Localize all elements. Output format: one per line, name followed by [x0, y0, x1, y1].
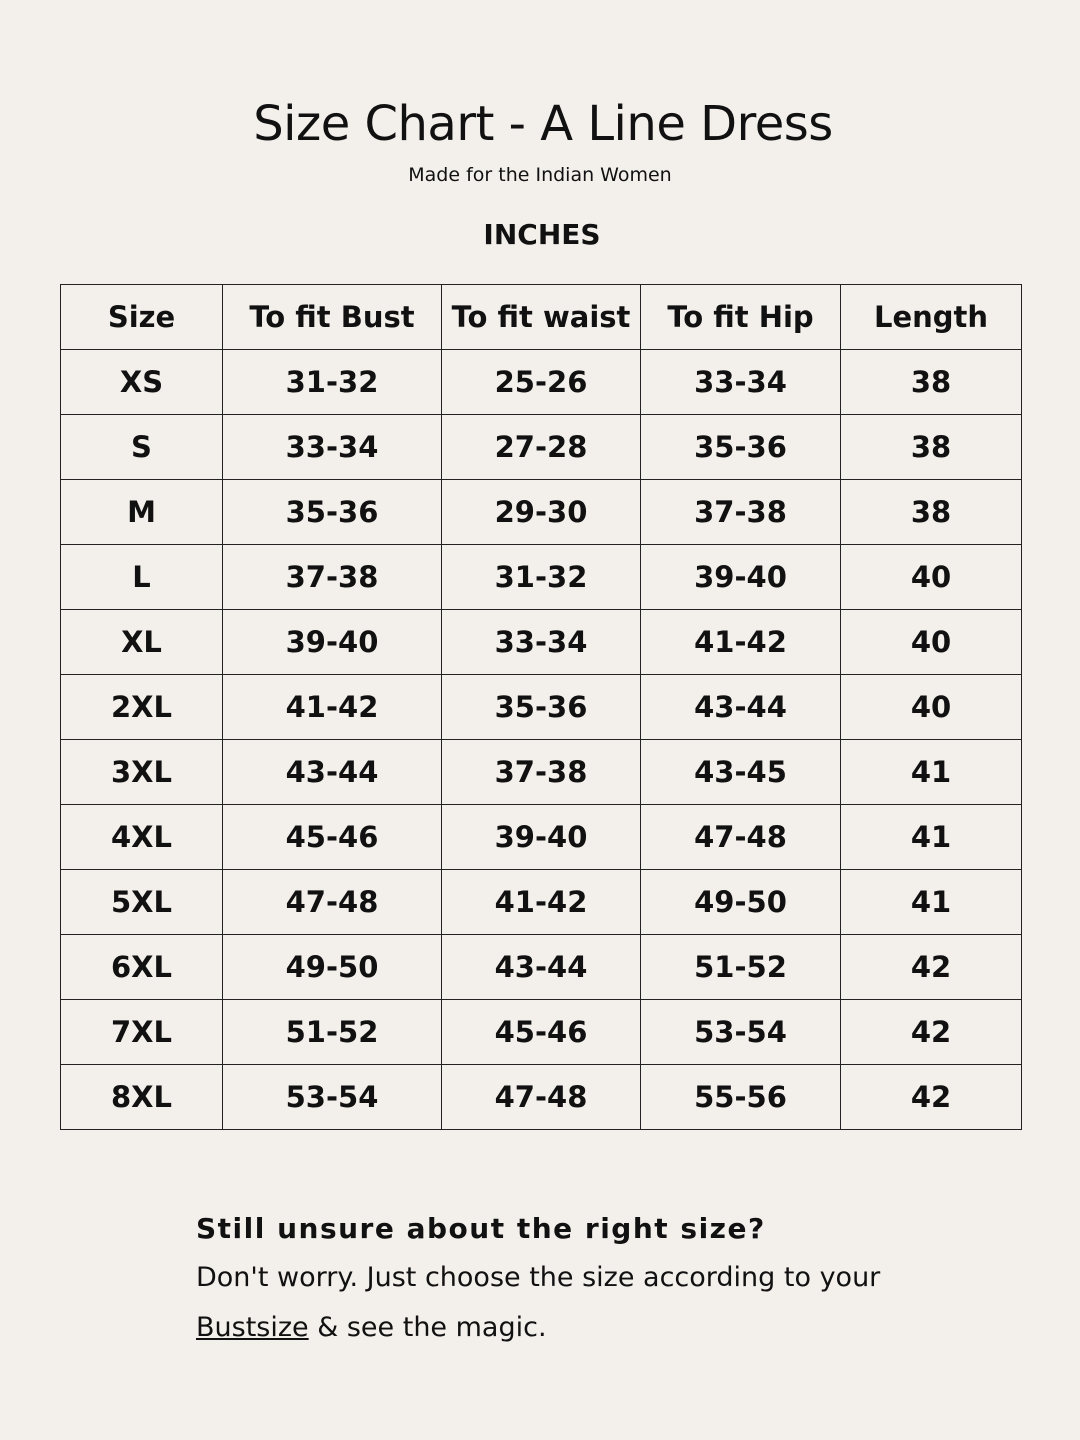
- cell-waist: 29-30: [442, 480, 641, 545]
- cell-size: 5XL: [61, 870, 223, 935]
- cell-size: XL: [61, 610, 223, 675]
- cell-length: 38: [841, 350, 1022, 415]
- cell-length: 41: [841, 740, 1022, 805]
- cell-bust: 33-34: [223, 415, 442, 480]
- column-header-waist: To fit waist: [442, 285, 641, 350]
- cell-length: 42: [841, 1000, 1022, 1065]
- cell-hip: 43-45: [641, 740, 841, 805]
- cell-bust: 45-46: [223, 805, 442, 870]
- cell-bust: 43-44: [223, 740, 442, 805]
- cell-waist: 27-28: [442, 415, 641, 480]
- cell-bust: 37-38: [223, 545, 442, 610]
- note-body-text: Don't worry. Just choose the size according to your: [196, 1262, 881, 1293]
- cell-waist: 31-32: [442, 545, 641, 610]
- table-row: [61, 350, 1022, 415]
- cell-hip: 37-38: [641, 480, 841, 545]
- table-row: [61, 675, 1022, 740]
- cell-hip: 49-50: [641, 870, 841, 935]
- cell-waist: 45-46: [442, 1000, 641, 1065]
- cell-waist: 39-40: [442, 805, 641, 870]
- cell-length: 40: [841, 545, 1022, 610]
- table-row: [61, 935, 1022, 1000]
- cell-size: 6XL: [61, 935, 223, 1000]
- cell-bust: 47-48: [223, 870, 442, 935]
- cell-bust: 51-52: [223, 1000, 442, 1065]
- cell-length: 40: [841, 610, 1022, 675]
- table-row: [61, 1065, 1022, 1130]
- cell-bust: 39-40: [223, 610, 442, 675]
- cell-size: L: [61, 545, 223, 610]
- table-row: [61, 415, 1022, 480]
- column-header-bust: To fit Bust: [223, 285, 442, 350]
- column-header-size: Size: [61, 285, 223, 350]
- size-chart-table: [60, 284, 1022, 1130]
- cell-hip: 47-48: [641, 805, 841, 870]
- page-subtitle: Made for the Indian Women: [408, 164, 672, 186]
- cell-size: M: [61, 480, 223, 545]
- cell-bust: 41-42: [223, 675, 442, 740]
- table-row: [61, 610, 1022, 675]
- cell-waist: 33-34: [442, 610, 641, 675]
- cell-hip: 33-34: [641, 350, 841, 415]
- bustsize-link[interactable]: Bustsize: [196, 1312, 309, 1343]
- table-row: [61, 480, 1022, 545]
- cell-hip: 51-52: [641, 935, 841, 1000]
- cell-bust: 53-54: [223, 1065, 442, 1130]
- cell-waist: 25-26: [442, 350, 641, 415]
- cell-bust: 35-36: [223, 480, 442, 545]
- cell-length: 42: [841, 935, 1022, 1000]
- note-body: [196, 1253, 1016, 1353]
- cell-hip: 53-54: [641, 1000, 841, 1065]
- cell-waist: 37-38: [442, 740, 641, 805]
- table-row: [61, 805, 1022, 870]
- column-header-length: Length: [841, 285, 1022, 350]
- note-body-end: & see the magic.: [308, 1312, 547, 1343]
- table-row: [61, 1000, 1022, 1065]
- note-heading: Still unsure about the right size?: [196, 1212, 766, 1245]
- table-row: [61, 870, 1022, 935]
- cell-waist: 41-42: [442, 870, 641, 935]
- table-row: [61, 545, 1022, 610]
- cell-waist: 43-44: [442, 935, 641, 1000]
- cell-bust: 49-50: [223, 935, 442, 1000]
- cell-hip: 41-42: [641, 610, 841, 675]
- cell-hip: 43-44: [641, 675, 841, 740]
- cell-hip: 39-40: [641, 545, 841, 610]
- cell-length: 38: [841, 415, 1022, 480]
- cell-length: 40: [841, 675, 1022, 740]
- cell-size: XS: [61, 350, 223, 415]
- cell-length: 42: [841, 1065, 1022, 1130]
- table-row: [61, 740, 1022, 805]
- cell-size: 2XL: [61, 675, 223, 740]
- unit-label: INCHES: [483, 218, 601, 251]
- cell-length: 41: [841, 870, 1022, 935]
- table-header-row: [61, 285, 1022, 350]
- cell-size: 8XL: [61, 1065, 223, 1130]
- cell-size: 4XL: [61, 805, 223, 870]
- cell-length: 38: [841, 480, 1022, 545]
- cell-size: 7XL: [61, 1000, 223, 1065]
- column-header-hip: To fit Hip: [641, 285, 841, 350]
- cell-bust: 31-32: [223, 350, 442, 415]
- cell-waist: 35-36: [442, 675, 641, 740]
- cell-hip: 55-56: [641, 1065, 841, 1130]
- cell-size: S: [61, 415, 223, 480]
- page-title: Size Chart - A Line Dress: [253, 96, 833, 152]
- cell-hip: 35-36: [641, 415, 841, 480]
- cell-length: 41: [841, 805, 1022, 870]
- table-body: [61, 350, 1022, 1130]
- cell-size: 3XL: [61, 740, 223, 805]
- cell-waist: 47-48: [442, 1065, 641, 1130]
- size-help-note: [196, 1212, 1016, 1353]
